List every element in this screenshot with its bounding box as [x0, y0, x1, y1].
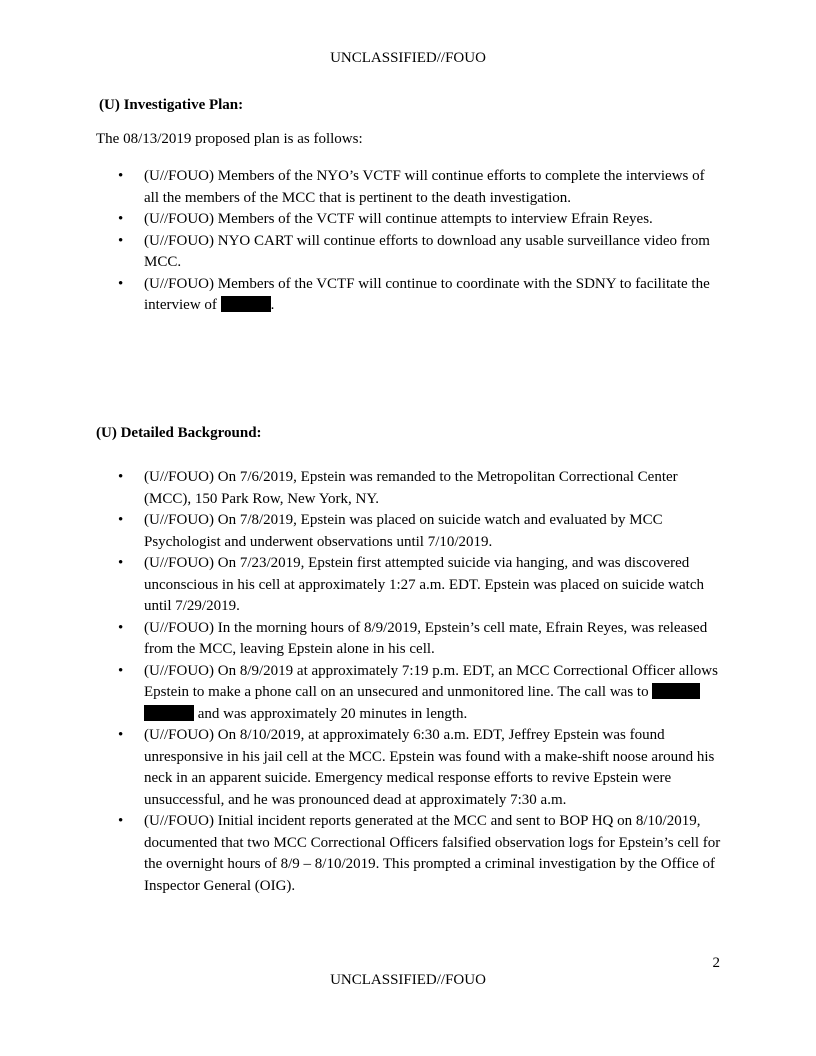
list-item — [96, 661, 721, 726]
list-item — [96, 274, 721, 317]
list-item: • (U//FOUO) On 7/6/2019, Epstein was remanded to the Metropolitan Correctional Center (MCC), 150 Park Row, New York, NY. — [96, 467, 721, 510]
list-item: • (U//FOUO) In the morning hours of 8/9/2019, Epstein’s cell mate, Efrain Reyes, was released from the MCC, leaving Epstein alone in his cell. — [96, 618, 721, 661]
investigative-plan-heading: (U) Investigative Plan: — [99, 97, 244, 113]
page-number: 2 — [712, 955, 720, 971]
redaction-box — [221, 296, 271, 312]
item-text: (U//FOUO) Members of the VCTF will continue to coordinate with the SDNY to facilitate the interview of — [144, 275, 710, 313]
item-text: and was approximately 20 minutes in length. — [194, 705, 468, 722]
list-item: • (U//FOUO) Members of the VCTF will continue attempts to interview Efrain Reyes. — [96, 209, 721, 231]
item-text: (U//FOUO) On 8/9/2019 at approximately 7:19 p.m. EDT, an MCC Correctional Officer allows Epstein to make a phone call on an unsecured and unmonitored line. The call was to — [144, 662, 718, 700]
plan-list — [96, 166, 721, 317]
detailed-background-heading: (U) Detailed Background: — [96, 425, 262, 441]
footer-classification: UNCLASSIFIED//FOUO — [330, 972, 486, 988]
plan-intro: The 08/13/2019 proposed plan is as follows: — [96, 131, 363, 147]
list-item: • (U//FOUO) On 7/23/2019, Epstein first attempted suicide via hanging, and was discovered unconscious in his cell at approximately 1:27 a.m. EDT. Epstein was placed on suicide watch until 7/29/2019. — [96, 553, 721, 618]
redaction-box — [144, 705, 194, 721]
list-item: • (U//FOUO) Members of the NYO’s VCTF will continue efforts to complete the interviews of all the members of the MCC that is pertinent to the death investigation. — [96, 166, 721, 209]
list-item: • (U//FOUO) NYO CART will continue efforts to download any usable surveillance video from MCC. — [96, 231, 721, 274]
list-item: • (U//FOUO) On 7/8/2019, Epstein was placed on suicide watch and evaluated by MCC Psychologist and underwent observations until 7/10/2019. — [96, 510, 721, 553]
list-item: • (U//FOUO) On 8/10/2019, at approximately 6:30 a.m. EDT, Jeffrey Epstein was found unresponsive in his jail cell at the MCC. Epstein was found with a make-shift noose around his neck in an apparent suicide. Emergency medical response efforts to revive Epstein were unsuccessful, and he was pronounced dead at approximately 7:30 a.m. — [96, 725, 721, 811]
list-item: • (U//FOUO) Initial incident reports generated at the MCC and sent to BOP HQ on 8/10/2019, documented that two MCC Correctional Officers falsified observation logs for Epstein’s cell for the overnight hours of 8/9 – 8/10/2019. This prompted a criminal investigation by the Office of Inspector General (OIG). — [96, 811, 721, 897]
item-text: . — [270, 297, 275, 313]
background-list — [96, 467, 721, 897]
redaction-box — [652, 683, 700, 699]
header-classification: UNCLASSIFIED//FOUO — [330, 50, 486, 66]
